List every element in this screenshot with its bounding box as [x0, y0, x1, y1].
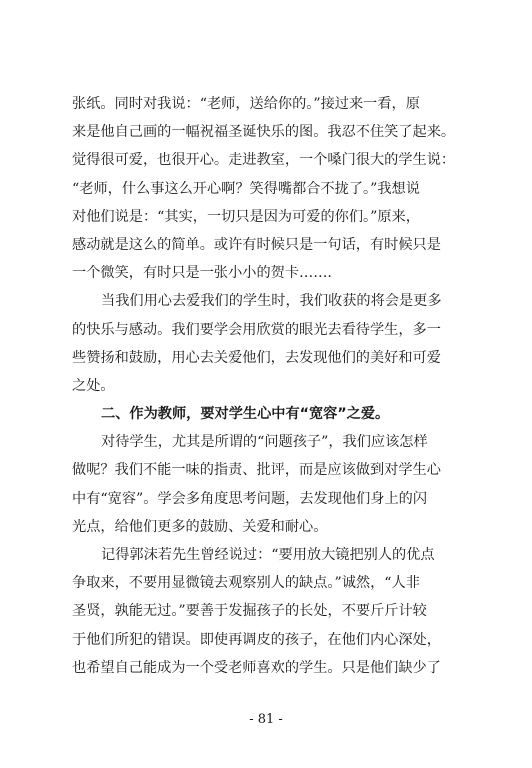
text-line: 来是他自己画的一幅祝福圣诞快乐的图。我忍不住笑了起来。	[72, 124, 456, 141]
text-line: 于他们所犯的错误。即使再调皮的孩子，在他们内心深处，	[72, 631, 441, 648]
text-line: 做呢？我们不能一味的指责、批评，而是应该做到对学生心	[72, 462, 441, 479]
body-text	[72, 90, 464, 682]
text-line: 圣贤，孰能无过。”要善于发掘孩子的长处，不要斤斤计较	[72, 603, 427, 620]
text-line: 争取来，不要用显微镜去观察别人的缺点。”诚然，“人非	[72, 575, 420, 592]
text-line: 对待学生，尤其是所谓的“问题孩子”，我们应该怎样	[101, 434, 428, 451]
text-line: “老师，什么事这么开心啊？笑得嘴都合不拢了。”我想说	[72, 180, 420, 197]
text-line: 觉得很可爱，也很开心。走进教室，一个嗓门很大的学生说：	[72, 152, 456, 169]
paragraph	[72, 287, 464, 400]
text-line: 感动就是这么的简单。或许有时候只是一句话，有时候只是	[72, 236, 441, 253]
text-line: 的快乐与感动。我们要学会用欣赏的眼光去看待学生，多一	[72, 321, 441, 338]
page-number: - 81 -	[249, 712, 283, 727]
text-line: 中有“宽容”。学会多角度思考问题，去发现他们身上的闪	[72, 490, 428, 507]
text-line: 当我们用心去爱我们的学生时，我们收获的将会是更多	[101, 293, 442, 310]
text-line: 光点，给他们更多的鼓励、关爱和耐心。	[72, 518, 328, 535]
text-line: 记得郭沫若先生曾经说过：“要用放大镜把别人的优点	[101, 547, 435, 563]
text-line: 之处。	[72, 377, 115, 394]
section-heading	[72, 400, 464, 428]
paragraph	[72, 428, 464, 541]
text-line: 张纸。同时对我说：“老师，送给你的。”接过来一看，原	[72, 96, 420, 112]
paragraph	[72, 541, 464, 682]
text-line: 些赞扬和鼓励，用心去关爱他们，去发现他们的美好和可爱	[72, 349, 441, 366]
text-line: 也希望自己能成为一个受老师喜欢的学生。只是他们缺少了	[72, 659, 441, 676]
text-line: 对他们说是：“其实，一切只是因为可爱的你们。”原来，	[72, 208, 420, 225]
paragraph	[72, 90, 464, 287]
text-line: 一个微笑，有时只是一张小小的贺卡…….	[72, 265, 332, 282]
text-line: 二、作为教师，要对学生心中有“宽容”之爱。	[101, 406, 390, 423]
